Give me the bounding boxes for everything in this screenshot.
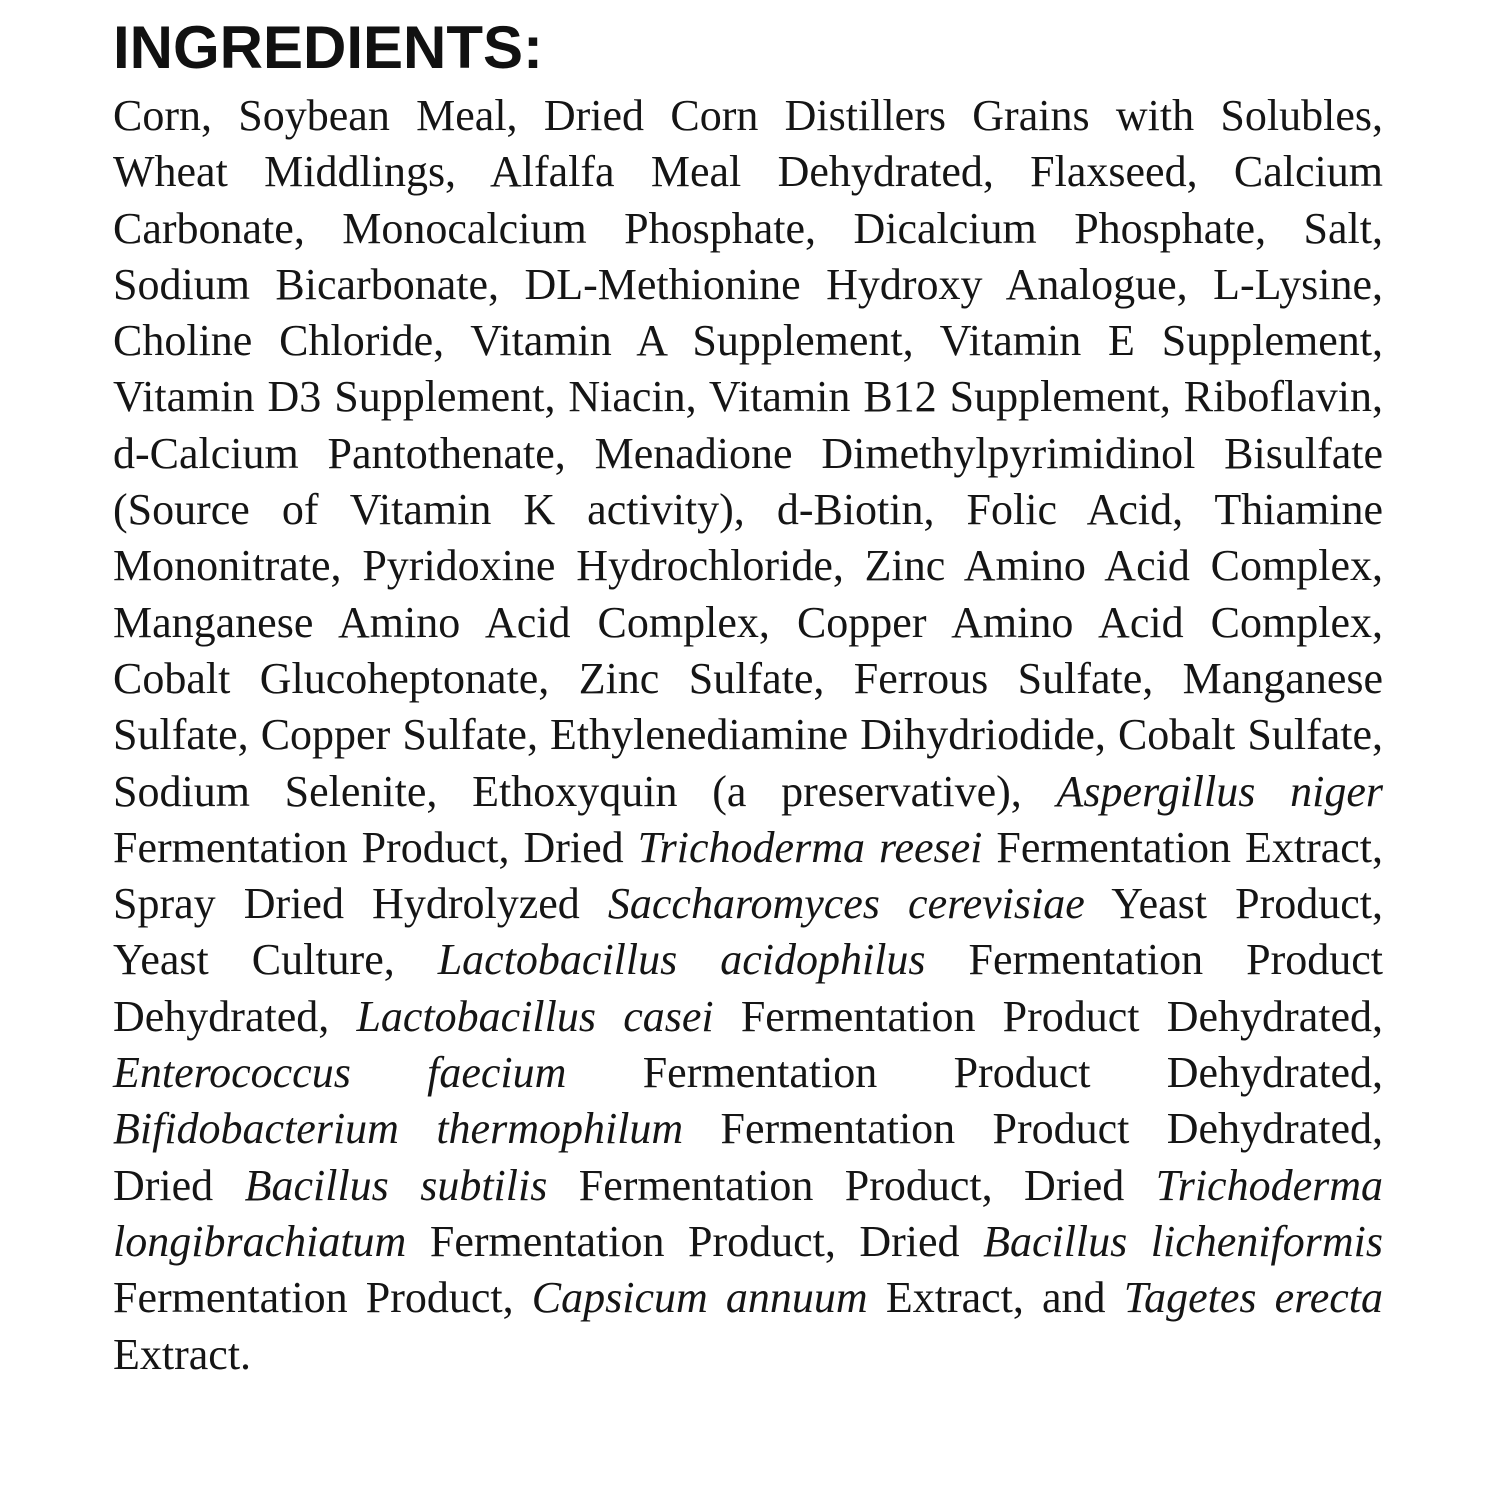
ingredient-species-name: Tagetes erecta <box>1123 1273 1383 1323</box>
ingredient-species-name: Trichoderma reesei <box>637 822 983 872</box>
ingredient-species-name: Trichoderma longibrachiatum <box>113 1160 1384 1266</box>
ingredient-species-name: Bacillus subtilis <box>244 1160 548 1210</box>
ingredient-text: Yeast Product, Yeast Culture, <box>113 879 1383 985</box>
ingredient-text: Fermentation Product Dehydrated, Dried <box>113 1104 1383 1210</box>
ingredient-text: Extract, and <box>867 1273 1124 1323</box>
ingredient-species-name: Capsicum annuum <box>531 1273 868 1323</box>
ingredient-text: Fermentation Product, Dried <box>406 1216 984 1266</box>
ingredient-species-name: Lactobacillus casei <box>356 991 714 1041</box>
ingredient-text: Corn, Soybean Meal, Dried Corn Distillers Grains with Solubles, Wheat Middlings, Alfalfa Meal Dehydrated, Flaxseed, Calcium Carbonate, Monocalcium Phosphate, Dicalcium Phosphate, Salt, Sodium Bicarbonate, DL-Methionine Hydroxy Analogue, L-Lysine, Choline Chloride, Vitamin A Supplement, Vitamin E Supplement, Vitamin D3 Supplement, Niacin, Vitamin B12 Supplement, Riboflavin, d-Calcium Pantothenate, Menadione Dimethylpyrimidinol Bisulfate (Source of Vitamin K activity), d-Biotin, Folic Acid, Thiamine Mononitrate, Pyridoxine Hydrochloride, Zinc Amino Acid Complex, Manganese Amino Acid Complex, Copper Amino Acid Complex, Cobalt Glucoheptonate, Zinc Sulfate, Ferrous Sulfate, Manganese Sulfate, Copper Sulfate, Ethylenediamine Dihydriodide, Cobalt Sulfate, Sodium Selenite, Ethoxyquin (a preservative), <box>113 91 1383 816</box>
ingredient-text: Fermentation Product, Dried <box>547 1160 1156 1210</box>
ingredients-label <box>113 14 1383 1383</box>
ingredient-text: Fermentation Product Dehydrated, <box>566 1048 1383 1098</box>
ingredients-list <box>113 88 1383 1383</box>
ingredient-species-name: Bifidobacterium thermophilum <box>113 1104 684 1154</box>
ingredient-text: Fermentation Product Dehydrated, <box>113 935 1383 1041</box>
ingredient-species-name: Saccharomyces cerevisiae <box>607 879 1085 929</box>
ingredient-species-name: Lactobacillus acidophilus <box>437 935 926 985</box>
ingredient-text: Fermentation Product, <box>113 1273 532 1323</box>
ingredient-text: Fermentation Product, Dried <box>113 822 638 872</box>
ingredient-species-name: Bacillus licheniformis <box>983 1216 1384 1266</box>
ingredient-text: Fermentation Product Dehydrated, <box>713 991 1383 1041</box>
ingredient-text: Fermentation Extract, Spray Dried Hydrolyzed <box>113 822 1384 929</box>
ingredient-species-name: Enterococcus faecium <box>113 1048 567 1098</box>
ingredients-heading: INGREDIENTS: <box>113 14 544 81</box>
ingredient-species-name: Aspergillus niger <box>1056 766 1383 816</box>
ingredient-text: Extract. <box>113 1329 252 1379</box>
